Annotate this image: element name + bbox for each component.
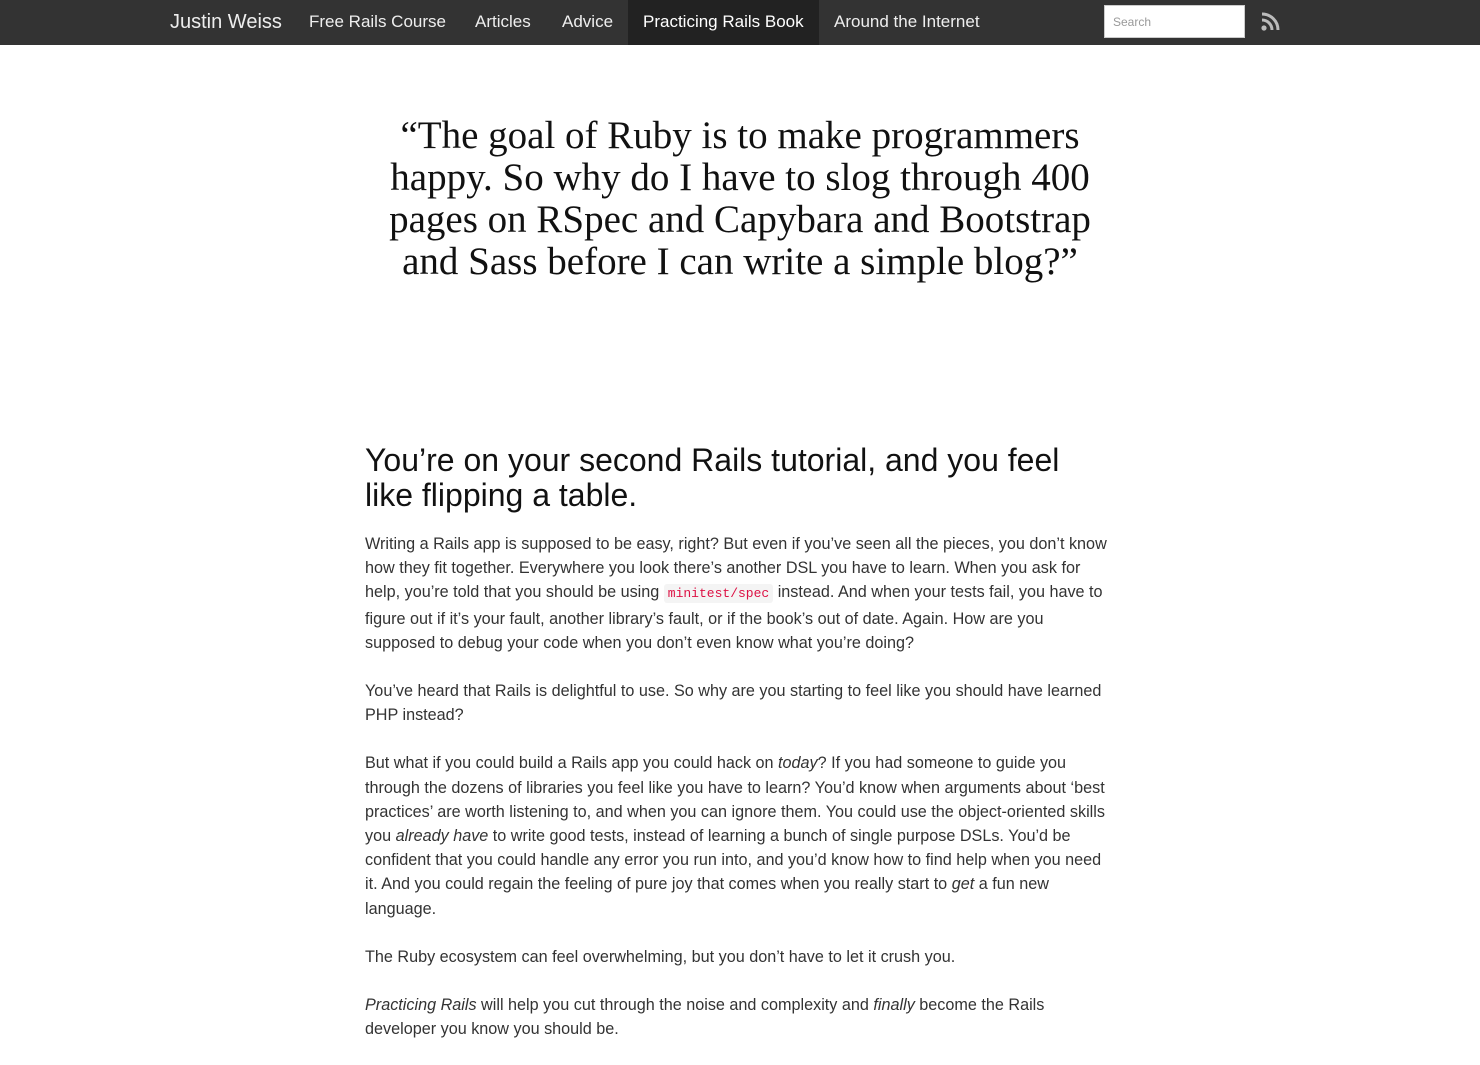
emphasis: Practicing Rails xyxy=(365,996,477,1015)
paragraph xyxy=(365,993,1110,1041)
inline-code: minitest/spec xyxy=(664,584,773,603)
article-body xyxy=(365,532,1110,1065)
rss-icon[interactable] xyxy=(1261,12,1280,31)
text: become the Rails developer you know you should be. xyxy=(365,996,1045,1039)
text: ? If you had someone to guide you through the dozens of libraries you feel like you have to learn? You’d know when arguments about ‘best practices’ are worth listening to, and when you can ignore them. You could use the object-oriented skills you xyxy=(365,754,1105,846)
nav-practicing-rails-book[interactable]: Practicing Rails Book xyxy=(628,0,819,45)
nav-free-rails-course[interactable]: Free Rails Course xyxy=(309,12,446,31)
emphasis: already have xyxy=(395,827,489,846)
emphasis: get xyxy=(951,875,975,894)
search-input[interactable] xyxy=(1104,5,1245,38)
paragraph: The Ruby ecosystem can feel overwhelming, but you don’t have to let it crush you. xyxy=(365,947,956,966)
emphasis: today xyxy=(778,754,818,773)
brand-link[interactable]: Justin Weiss xyxy=(170,11,282,33)
emphasis: finally xyxy=(873,996,915,1015)
paragraph: You’ve heard that Rails is delightful to use. So why are you starting to feel like you should have learned PHP instead? xyxy=(365,682,1102,725)
section-heading: You’re on your second Rails tutorial, and you feel like flipping a table. xyxy=(365,442,1060,513)
text: to write good tests, instead of learning a bunch of single purpose DSLs. You’d be confident that you could handle any error you run into, and you’d know how to find help when you need it. And you could regain the feeling of pure joy that comes when you really start to xyxy=(365,827,1102,894)
text: instead. And when your tests fail, you have to figure out if it’s your fault, another library’s fault, or if the book’s out of date. Again. How are you supposed to debug your code when you don’t even know what you’re doing? xyxy=(365,583,1103,652)
nav-articles[interactable]: Articles xyxy=(475,12,531,31)
hero-quote: “The goal of Ruby is to make programmers happy. So why do I have to slog through 400 pages on RSpec and Capybara and Bootstrap and Sass before I can write a simple blog?” xyxy=(389,114,1091,283)
text: Writing a Rails app is supposed to be easy, right? But even if you’ve seen all the pieces, you don’t know how they fit together. Everywhere you look there’s another DSL you have to learn. When you ask for help, you’re told that you should be using xyxy=(365,535,1107,602)
nav-around-the-internet[interactable]: Around the Internet xyxy=(834,12,980,31)
text: a fun new language. xyxy=(365,875,1049,918)
paragraph xyxy=(365,532,1110,655)
nav-advice[interactable]: Advice xyxy=(562,12,614,31)
top-navbar xyxy=(0,0,1480,45)
text: But what if you could build a Rails app you could hack on xyxy=(365,754,779,773)
paragraph xyxy=(365,751,1110,920)
text: will help you cut through the noise and complexity and xyxy=(476,996,874,1015)
